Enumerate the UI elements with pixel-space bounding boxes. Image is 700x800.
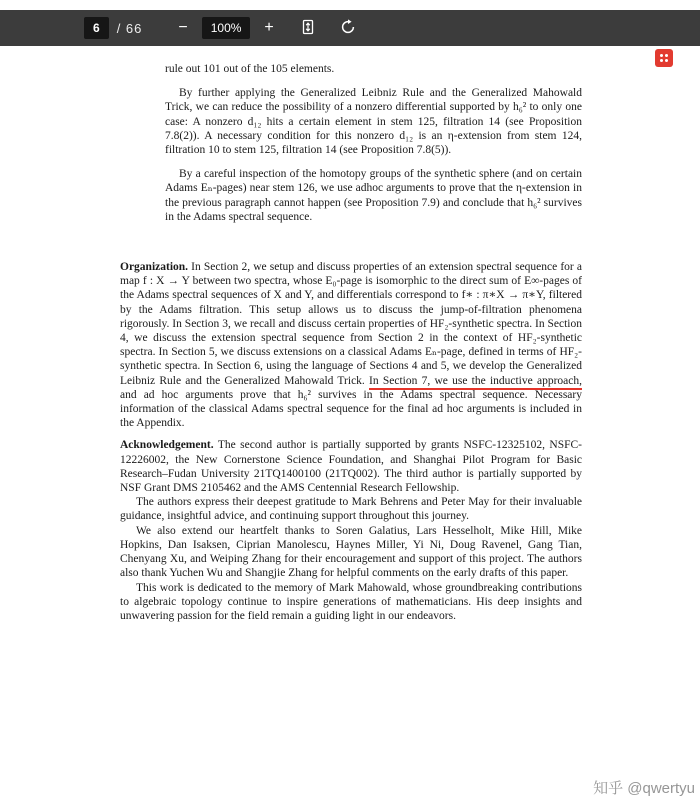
paragraph-leibniz-rule: By further applying the Generalized Leibniz Rule and the Generalized Mahowald Trick, we can reduce the possibility of a nonzero differential supported by h₆² to only one case: A nonzero d₁₂ hits a certain element in stem 125, filtration 14 (see Proposition 7.8(2)). A necessary condition for this nonzero d₁₂ is an η-extension from stem 124, filtration 10 to stem 125, filtration 14 (see Proposition 7.8(5)). xyxy=(165,87,582,157)
zoom-out-button[interactable]: − xyxy=(174,16,191,40)
rotate-button[interactable] xyxy=(338,17,358,40)
zoom-in-button[interactable]: + xyxy=(260,16,277,40)
red-badge-icon[interactable] xyxy=(655,49,673,67)
page-number-input[interactable]: 6 xyxy=(84,17,109,39)
badge-dots-glyph xyxy=(660,54,663,57)
organization-paragraph xyxy=(120,260,582,430)
zoom-level-display[interactable]: 100% xyxy=(202,17,251,39)
fit-to-page-button[interactable] xyxy=(298,17,318,40)
indented-block xyxy=(165,62,582,224)
acknowledgement-heading: Acknowledgement. xyxy=(120,439,214,452)
organization-text-after: and ad hoc arguments prove that h₆² survives in the Adams spectral sequence. Necessary information of the classical Adams spectral sequence for the final ad hoc arguments is included in the Appendix. xyxy=(120,388,582,430)
organization-heading: Organization. xyxy=(120,261,189,274)
pdf-toolbar xyxy=(0,10,700,46)
red-underlined-text: In Section 7, we use the inductive approach, xyxy=(369,375,582,390)
acknowledgement-text: The second author is partially supported by grants NSFC-12325102, NSFC-12226002, the New Cornerstone Science Foundation, and Shanghai Pilot Program for Basic Research–Fudan University 21TQ1400100 (21TQ002). The third author is partially supported by NSF Grant DMS 2105462 and the AMS Centennial Research Fellowship. xyxy=(120,439,582,495)
watermark: 知乎 @qwertyu xyxy=(593,780,695,797)
fit-to-page-icon xyxy=(300,19,316,38)
paragraph-gratitude: The authors express their deepest gratitude to Mark Behrens and Peter May for their invaluable guidance, insightful advice, and continuing support throughout this journey. xyxy=(120,496,582,523)
paragraph-rule-out: rule out 101 out of the 105 elements. xyxy=(165,63,335,75)
document-page xyxy=(120,62,582,623)
organization-text-before: In Section 2, we setup and discuss properties of an extension spectral sequence for a map f : X → Y between two spectra, whose E₀-page is isomorphic to the direct sum of E∞-pages of the Adams spectral sequences of X and Y, and differentials correspond to f∗ : π∗X → π∗Y, filtered by the Adams filtration. This setup allows us to discuss the jump-of-filtration phenomena rigorously. In Section 3, we recall and discuss certain properties of HF₂-synthetic spectra. In Section 4, we discuss the extension spectral sequence from Section 2 in the context of HF₂-synthetic spectra. In Section 5, we discuss extensions on a classical Adams Eₙ-page, defined in terms of HF₂-synthetic spectra. In Section 6, using the language of Sections 4 and 5, we develop the Generalized Leibniz Rule and the Generalized Mahowald Trick. xyxy=(120,261,582,387)
acknowledgement-paragraph xyxy=(120,438,582,495)
paragraph-thanks: We also extend our heartfelt thanks to Soren Galatius, Lars Hesselholt, Mike Hill, Mike Hopkins, Dan Isaksen, Ciprian Manolescu, Haynes Miller, Yi Ni, Doug Ravenel, Gang Tian, Chenyang Xu, and Weiping Zhang for their encouragement and support of this project. The authors also thank Yuchen Wu and Shangjie Zhang for helpful comments on the early drafts of this paper. xyxy=(120,524,582,580)
paragraph-inspection: By a careful inspection of the homotopy groups of the synthetic sphere (and on certain Adams Eₙ-pages) near stem 126, we use adhoc arguments to prove that the η-extension in the previous paragraph cannot happen (see Proposition 7.9) and conclude that h₆² survives in the Adams spectral sequence. xyxy=(165,168,582,223)
page-count-label: / 66 xyxy=(116,20,143,36)
rotate-counterclockwise-icon xyxy=(340,19,356,38)
paragraph-dedication: This work is dedicated to the memory of Mark Mahowald, whose groundbreaking contributions to algebraic topology continue to inspire generations of mathematicians. His deep insights and unwavering passion for the field remain a guiding light in our endeavors. xyxy=(120,581,582,622)
